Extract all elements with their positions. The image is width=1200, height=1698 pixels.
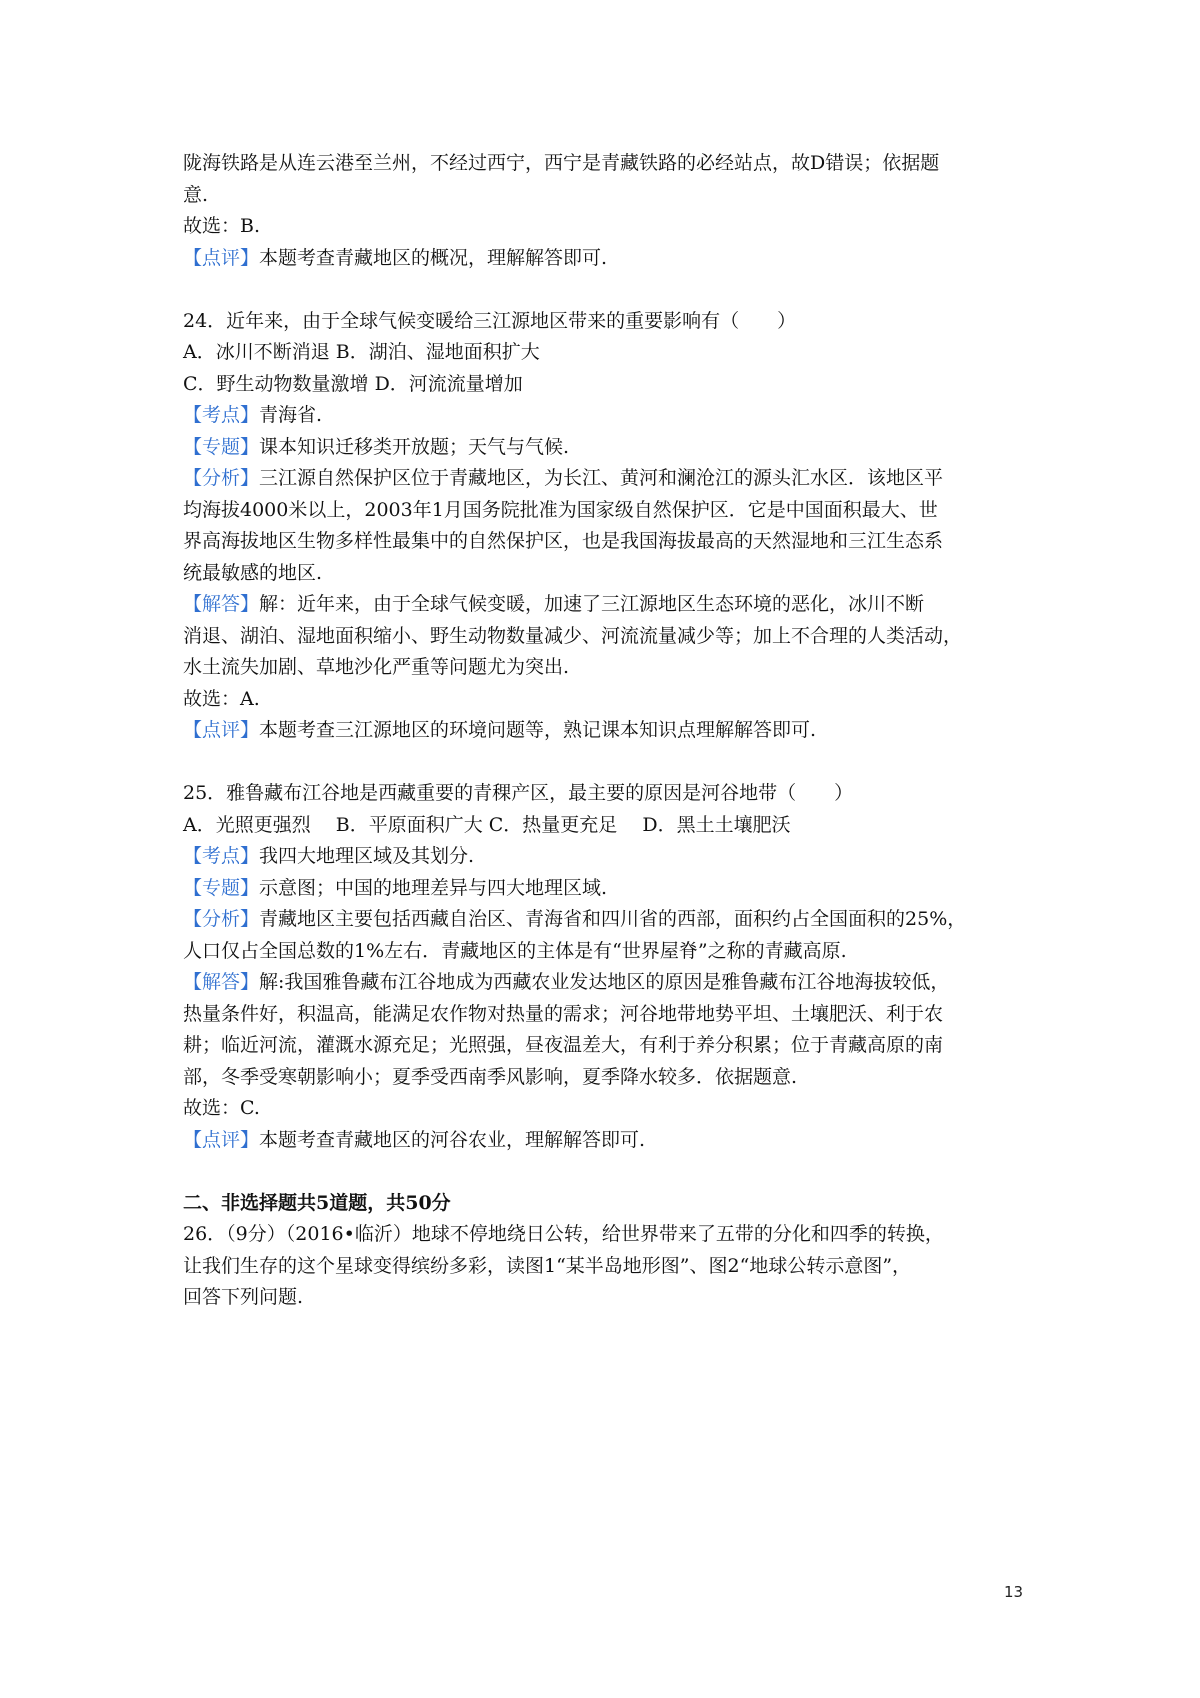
spacer bbox=[183, 1156, 1043, 1188]
jieda-tag: 【解答】 bbox=[183, 593, 260, 615]
text-line: 均海拔4000米以上，2003年1月国务院批准为国家级自然保护区．它是中国面积最大、世 bbox=[183, 498, 938, 521]
page-content bbox=[183, 148, 1043, 1314]
zhuanti-line bbox=[183, 432, 1043, 464]
jieda-line bbox=[183, 589, 1043, 621]
review-tag: 【点评】 bbox=[183, 1128, 260, 1151]
review-tag: 【点评】 bbox=[183, 719, 260, 741]
spacer bbox=[183, 274, 1043, 306]
review-text: 本题考查青藏地区的概况，理解解答即可. bbox=[259, 246, 608, 269]
text-line: 统最敏感的地区. bbox=[183, 561, 323, 584]
jieda-text: 解：近年来，由于全球气候变暖，加速了三江源地区生态环境的恶化，冰川不断 bbox=[259, 593, 925, 615]
answer-line: 故选：B. bbox=[183, 215, 261, 237]
spacer bbox=[183, 747, 1043, 779]
fenxi-text: 三江源自然保护区位于青藏地区，为长江、黄河和澜沧江的源头汇水区．该地区平 bbox=[259, 467, 944, 489]
text-line: 热量条件好，积温高，能满足农作物对热量的需求；河谷地带地势平坦、土壤肥沃、利于农 bbox=[183, 1002, 944, 1025]
section-heading: 二、非选择题共5道题，共50分 bbox=[183, 1191, 451, 1214]
text-line: 界高海拔地区生物多样性最集中的自然保护区，也是我国海拔最高的天然湿地和三江生态系 bbox=[183, 530, 944, 552]
option-line: A．冰川不断消退 B．湖泊、湿地面积扩大 bbox=[183, 341, 540, 363]
zhuanti-text: 课本知识迁移类开放题；天气与气候. bbox=[259, 435, 570, 458]
review-tag: 【点评】 bbox=[183, 246, 260, 269]
review-text: 本题考查青藏地区的河谷农业，理解解答即可. bbox=[259, 1128, 646, 1151]
jieda-tag: 【解答】 bbox=[183, 971, 260, 993]
text-line: 部，冬季受寒朝影响小；夏季受西南季风影响，夏季降水较多．依据题意. bbox=[183, 1065, 798, 1088]
zhuanti-text: 示意图；中国的地理差异与四大地理区域. bbox=[259, 876, 608, 899]
text-line: 意. bbox=[183, 183, 209, 206]
option-line: C．野生动物数量激增 D．河流流量增加 bbox=[183, 372, 523, 395]
fenxi-line bbox=[183, 463, 1043, 495]
text-line: 水土流失加剧、草地沙化严重等问题尤为突出. bbox=[183, 656, 570, 678]
question-26: 26．（9分）（2016•临沂）地球不停地绕日公转，给世界带来了五带的分化和四季的转换， bbox=[183, 1223, 944, 1245]
jieda-line bbox=[183, 967, 1043, 999]
text-line: 让我们生存的这个星球变得缤纷多彩，读图1“某半岛地形图”、图2“地球公转示意图”， bbox=[183, 1254, 912, 1277]
kaodian-line bbox=[183, 841, 1043, 873]
fenxi-tag: 【分析】 bbox=[183, 908, 260, 930]
text-line: 回答下列问题. bbox=[183, 1286, 304, 1308]
zhuanti-tag: 【专题】 bbox=[183, 876, 260, 899]
kaodian-text: 青海省. bbox=[259, 404, 323, 426]
answer-line: 故选：A. bbox=[183, 687, 260, 710]
fenxi-tag: 【分析】 bbox=[183, 467, 260, 489]
fenxi-text: 青藏地区主要包括西藏自治区、青海省和四川省的西部，面积约占全国面积的25%， bbox=[259, 908, 967, 930]
kaodian-text: 我四大地理区域及其划分. bbox=[259, 845, 475, 867]
answer-line: 故选：C. bbox=[183, 1097, 260, 1119]
text-line: 消退、湖泊、湿地面积缩小、野生动物数量减少、河流流量减少等；加上不合理的人类活动， bbox=[183, 624, 963, 647]
zhuanti-tag: 【专题】 bbox=[183, 435, 260, 458]
fenxi-line bbox=[183, 904, 1043, 936]
text-line: 陇海铁路是从连云港至兰州，不经过西宁，西宁是青藏铁路的必经站点，故D错误；依据题 bbox=[183, 152, 940, 174]
option-line: A．光照更强烈 B．平原面积广大 C．热量更充足 D．黑土土壤肥沃 bbox=[183, 813, 791, 836]
kaodian-tag: 【考点】 bbox=[183, 845, 260, 867]
page-number: 13 bbox=[1004, 1583, 1024, 1601]
review-line bbox=[183, 243, 1043, 275]
jieda-text: 解:我国雅鲁藏布江谷地成为西藏农业发达地区的原因是雅鲁藏布江谷地海拔较低， bbox=[259, 971, 950, 993]
zhuanti-line bbox=[183, 873, 1043, 905]
text-line: 人口仅占全国总数的1%左右．青藏地区的主体是有“世界屋脊”之称的青藏高原. bbox=[183, 939, 847, 962]
question-25: 25．雅鲁藏布江谷地是西藏重要的青稞产区，最主要的原因是河谷地带（ ） bbox=[183, 782, 854, 804]
text-line: 耕；临近河流，灌溉水源充足；光照强，昼夜温差大，有利于养分积累；位于青藏高原的南 bbox=[183, 1034, 944, 1056]
review-text: 本题考查三江源地区的环境问题等，熟记课本知识点理解解答即可. bbox=[259, 719, 817, 741]
kaodian-line bbox=[183, 400, 1043, 432]
kaodian-tag: 【考点】 bbox=[183, 404, 260, 426]
question-24: 24．近年来，由于全球气候变暖给三江源地区带来的重要影响有（ ） bbox=[183, 309, 797, 332]
review-line bbox=[183, 715, 1043, 747]
review-line bbox=[183, 1125, 1043, 1157]
